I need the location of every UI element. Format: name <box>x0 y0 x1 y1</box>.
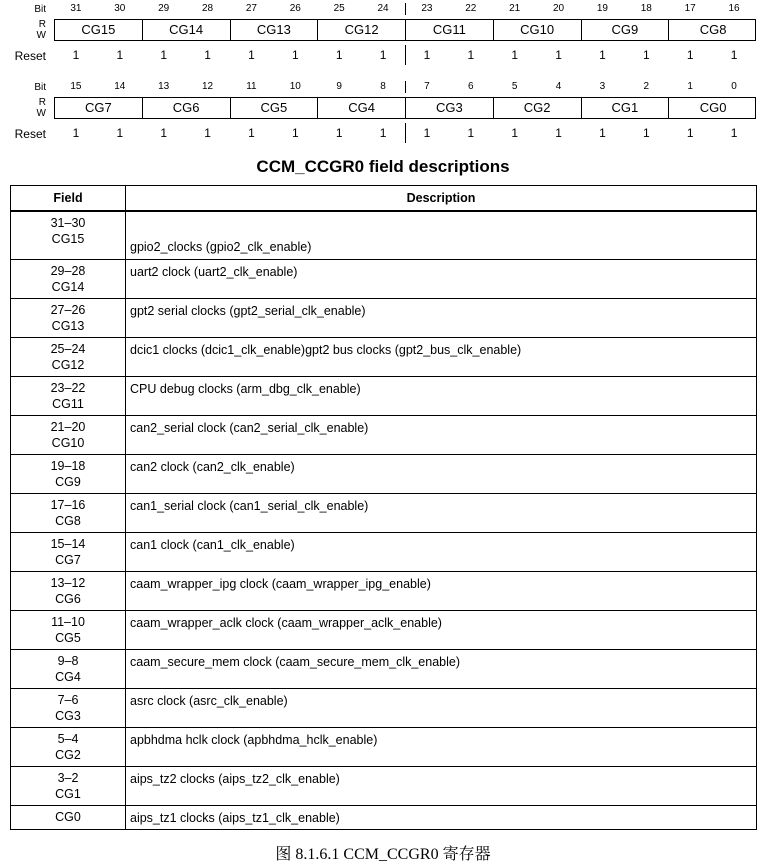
field-cell <box>11 337 126 376</box>
register-field: CG13 <box>231 20 319 40</box>
bit-number: 26 <box>289 3 301 14</box>
field-bits: 27–26 <box>50 302 86 317</box>
field-cell <box>11 298 126 337</box>
field-name: CG13 <box>51 318 85 333</box>
description-cell: can1_serial clock (can1_serial_clk_enable) <box>126 493 757 532</box>
field-name: CG9 <box>55 474 81 489</box>
description-cell: aips_tz2 clocks (aips_tz2_clk_enable) <box>126 766 757 805</box>
field-name: CG3 <box>55 708 81 723</box>
bit-number: 24 <box>377 3 389 14</box>
table-row <box>11 610 757 649</box>
bit-number: 4 <box>555 81 562 92</box>
field-name: CG4 <box>55 669 81 684</box>
field-bits: 3–2 <box>57 770 79 785</box>
field-name: CG1 <box>55 786 81 801</box>
table-row <box>11 259 757 298</box>
bit-number: 19 <box>596 3 608 14</box>
half-separator <box>405 45 406 65</box>
bit-number: 8 <box>380 81 386 92</box>
field-descriptions-table <box>10 185 757 830</box>
bit-number: 13 <box>158 81 170 92</box>
bit-number: 20 <box>553 3 565 14</box>
reset-value: 1 <box>423 48 431 62</box>
field-cell <box>11 610 126 649</box>
bit-number: 10 <box>289 81 301 92</box>
field-bits: 19–18 <box>50 458 86 473</box>
register-field: CG15 <box>55 20 143 40</box>
reset-value: 1 <box>379 126 387 140</box>
reset-value: 1 <box>423 126 431 140</box>
field-cell <box>11 727 126 766</box>
field-bits: 23–22 <box>50 380 86 395</box>
field-bits: 31–30 <box>50 216 86 230</box>
register-diagram-upper <box>0 0 766 70</box>
description-header: Description <box>126 186 757 212</box>
table-row <box>11 571 757 610</box>
field-name: CG8 <box>55 513 81 528</box>
reset-value: 1 <box>467 48 475 62</box>
description-cell: asrc clock (asrc_clk_enable) <box>126 688 757 727</box>
field-cell <box>11 766 126 805</box>
field-row <box>54 19 756 41</box>
reset-value: 1 <box>599 126 606 140</box>
bit-number: 14 <box>114 81 126 92</box>
reset-value: 1 <box>686 48 694 62</box>
description-cell: can1 clock (can1_clk_enable) <box>126 532 757 571</box>
field-bits: 7–6 <box>57 692 79 707</box>
bit-number: 5 <box>511 81 518 92</box>
field-name: CG15 <box>51 232 85 246</box>
description-cell: gpio2_clocks (gpio2_clk_enable) <box>126 211 757 259</box>
reset-value: 1 <box>72 48 80 62</box>
table-header-row <box>11 186 757 212</box>
reset-value: 1 <box>599 48 606 62</box>
bit-number: 17 <box>684 3 696 14</box>
reset-value: 1 <box>686 126 694 140</box>
bit-number: 22 <box>465 3 477 14</box>
bit-number: 27 <box>245 3 257 14</box>
bit-number: 0 <box>731 81 737 92</box>
field-bits: 17–16 <box>50 497 86 512</box>
bit-number: 30 <box>114 3 126 14</box>
bit-number: 25 <box>333 3 345 14</box>
table-row <box>11 727 757 766</box>
reset-value: 1 <box>555 48 562 62</box>
field-cell <box>11 376 126 415</box>
bit-number: 28 <box>202 3 214 14</box>
register-field: CG9 <box>582 20 670 40</box>
bit-label: Bit <box>34 4 46 15</box>
reset-value: 1 <box>642 48 650 62</box>
register-field: CG2 <box>494 98 582 118</box>
field-name: CG11 <box>52 396 84 411</box>
reset-value: 1 <box>379 48 387 62</box>
field-name: CG5 <box>55 630 81 645</box>
reset-label: Reset <box>14 49 46 63</box>
field-bits: 11–10 <box>51 614 85 629</box>
description-cell: gpt2 serial clocks (gpt2_serial_clk_enable) <box>126 298 757 337</box>
description-cell: apbhdma hclk clock (apbhdma_hclk_enable) <box>126 727 757 766</box>
table-row <box>11 805 757 829</box>
field-bits: 25–24 <box>50 341 86 356</box>
field-cell <box>11 415 126 454</box>
register-field: CG8 <box>699 22 727 37</box>
field-bits: 5–4 <box>57 731 79 746</box>
field-name: CG12 <box>51 357 85 372</box>
table-row <box>11 211 757 259</box>
field-cell <box>11 211 126 259</box>
reset-value: 1 <box>160 48 168 62</box>
reset-value: 1 <box>335 126 343 140</box>
reset-value: 1 <box>116 126 124 140</box>
register-field: CG7 <box>55 98 143 118</box>
field-cell <box>11 259 126 298</box>
description-cell: dcic1 clocks (dcic1_clk_enable)gpt2 bus clocks (gpt2_bus_clk_enable) <box>126 337 757 376</box>
field-bits: 9–8 <box>57 653 79 668</box>
table-row <box>11 454 757 493</box>
bit-number: 23 <box>421 3 433 14</box>
description-cell: can2 clock (can2_clk_enable) <box>126 454 757 493</box>
bit-number: 15 <box>70 81 82 92</box>
register-field: CG12 <box>318 20 406 40</box>
reset-value: 1 <box>248 126 255 140</box>
field-cell <box>11 688 126 727</box>
bit-number: 16 <box>728 3 740 14</box>
reset-label: Reset <box>14 127 46 141</box>
read-label: R <box>38 19 46 30</box>
field-cell <box>11 805 126 829</box>
reset-value: 1 <box>291 48 299 62</box>
table-row <box>11 415 757 454</box>
reset-value: 1 <box>555 126 562 140</box>
register-field: CG3 <box>406 98 494 118</box>
description-cell: aips_tz1 clocks (aips_tz1_clk_enable) <box>126 805 757 829</box>
bit-label: Bit <box>34 82 46 93</box>
description-cell: caam_secure_mem clock (caam_secure_mem_clk_enable) <box>126 649 757 688</box>
field-cell <box>11 532 126 571</box>
reset-value: 1 <box>204 48 211 62</box>
table-row <box>11 532 757 571</box>
description-cell: caam_wrapper_aclk clock (caam_wrapper_aclk_enable) <box>126 610 757 649</box>
register-field: CG1 <box>582 98 670 118</box>
field-header: Field <box>11 186 126 212</box>
bit-number: 6 <box>468 81 474 92</box>
bit-number: 2 <box>643 81 650 92</box>
field-bits: 13–12 <box>50 575 86 590</box>
bit-number: 31 <box>70 3 82 14</box>
reset-value: 1 <box>511 126 519 140</box>
half-separator <box>405 123 406 143</box>
register-field: CG14 <box>143 20 231 40</box>
register-field: CG4 <box>318 98 406 118</box>
bit-number: 29 <box>158 3 170 14</box>
reset-value: 1 <box>116 48 124 62</box>
field-name: CG0 <box>55 809 81 824</box>
bit-number: 3 <box>599 81 606 92</box>
bit-number: 9 <box>336 81 342 92</box>
field-cell <box>11 649 126 688</box>
reset-value: 1 <box>291 126 299 140</box>
field-name: CG14 <box>51 279 85 294</box>
field-name: CG10 <box>51 435 85 450</box>
register-field: CG0 <box>699 100 727 115</box>
table-row <box>11 376 757 415</box>
reset-value: 1 <box>160 126 168 140</box>
table-row <box>11 298 757 337</box>
reset-value: 1 <box>467 126 475 140</box>
reset-value: 1 <box>730 48 738 62</box>
description-cell: CPU debug clocks (arm_dbg_clk_enable) <box>126 376 757 415</box>
field-name: CG7 <box>55 552 81 567</box>
field-bits: 15–14 <box>50 536 86 551</box>
half-separator <box>405 3 406 15</box>
register-field: CG5 <box>231 98 319 118</box>
description-cell: uart2 clock (uart2_clk_enable) <box>126 259 757 298</box>
bit-number: 18 <box>640 3 652 14</box>
table-row <box>11 649 757 688</box>
bit-number: 21 <box>509 3 521 14</box>
bit-number: 7 <box>424 81 430 92</box>
field-name: CG6 <box>55 591 81 606</box>
field-bits: 29–28 <box>50 263 86 278</box>
read-label: R <box>38 97 46 108</box>
reset-value: 1 <box>642 126 650 140</box>
table-row <box>11 688 757 727</box>
table-title: CCM_CCGR0 field descriptions <box>256 157 510 176</box>
table-row <box>11 493 757 532</box>
reset-value: 1 <box>72 126 80 140</box>
reset-value: 1 <box>204 126 211 140</box>
register-field: CG6 <box>143 98 231 118</box>
write-label: W <box>36 30 46 41</box>
register-field: CG10 <box>494 20 582 40</box>
reset-value: 1 <box>730 126 738 140</box>
write-label: W <box>36 108 46 119</box>
figure-caption: 图 8.1.6.1 CCM_CCGR0 寄存器 <box>275 846 491 863</box>
reset-value: 1 <box>335 48 343 62</box>
field-bits: 21–20 <box>50 419 86 434</box>
register-diagram-lower <box>0 78 766 148</box>
field-cell <box>11 493 126 532</box>
table-row <box>11 766 757 805</box>
reset-value: 1 <box>248 48 255 62</box>
field-row <box>54 97 756 119</box>
bit-number: 11 <box>246 81 257 92</box>
half-separator <box>405 81 406 93</box>
description-cell: caam_wrapper_ipg clock (caam_wrapper_ipg_enable) <box>126 571 757 610</box>
bit-number: 12 <box>202 81 214 92</box>
bit-number: 1 <box>687 81 693 92</box>
table-row <box>11 337 757 376</box>
field-cell <box>11 571 126 610</box>
register-field: CG11 <box>406 20 494 40</box>
description-cell: can2_serial clock (can2_serial_clk_enable) <box>126 415 757 454</box>
field-cell <box>11 454 126 493</box>
reset-value: 1 <box>511 48 519 62</box>
field-name: CG2 <box>55 747 81 762</box>
